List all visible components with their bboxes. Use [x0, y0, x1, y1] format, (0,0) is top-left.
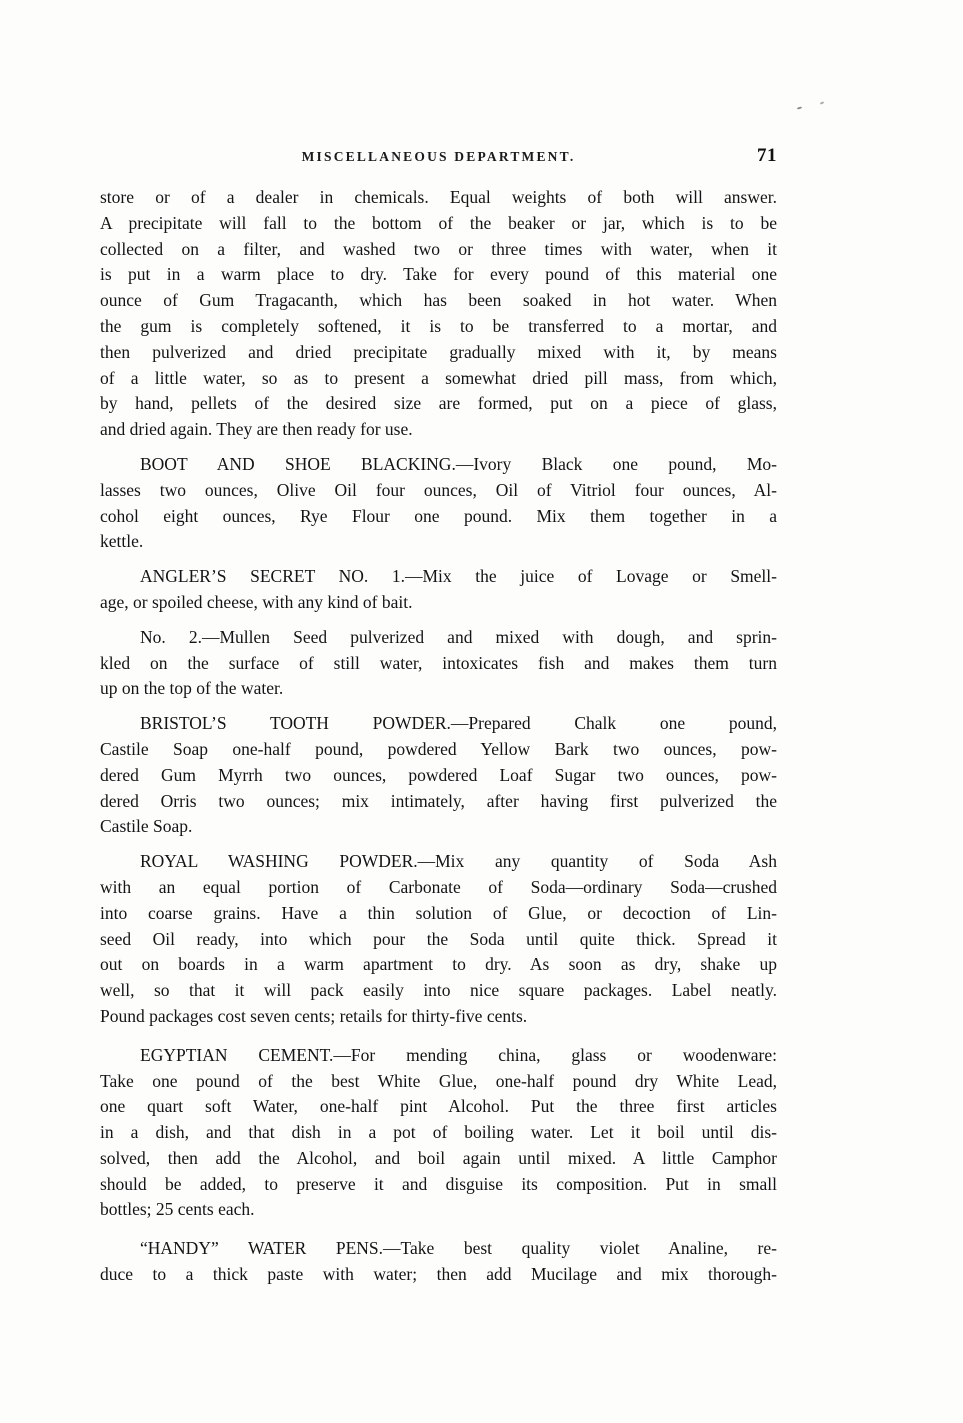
text-line: duce to a thick paste with water; then add Mucilage and mix thorough-	[100, 1264, 777, 1285]
paragraph-bristols-tooth-powder	[100, 711, 777, 840]
page-header	[100, 145, 777, 173]
text-line: dered Orris two ounces; mix intimately, after having first pulverized the	[100, 790, 777, 811]
text-line: EGYPTIAN CEMENT.—For mending china, glass or woodenware:	[140, 1044, 777, 1065]
text-line: Pound packages cost seven cents; retails for thirty-five cents.	[100, 1005, 528, 1026]
text-line: age, or spoiled cheese, with any kind of bait.	[100, 591, 413, 612]
text-line: out on boards in a warm apartment to dry. As soon as dry, shake up	[100, 954, 777, 975]
text-line: by hand, pellets of the desired size are formed, put on a piece of glass,	[100, 393, 777, 414]
page-number: 71	[757, 145, 777, 166]
text-line: kettle.	[100, 531, 144, 552]
text-line: ounce of Gum Tragacanth, which has been soaked in hot water. When	[100, 290, 777, 311]
text-line: Take one pound of the best White Glue, one-half pound dry White Lead,	[100, 1070, 777, 1091]
scan-speck	[797, 106, 802, 109]
text-line: should be added, to preserve it and disguise its composition. Put in small	[100, 1173, 777, 1194]
text-line: Castile Soap one-half pound, powdered Yellow Bark two ounces, pow-	[100, 738, 777, 759]
text-line: of a little water, so as to present a somewhat dried pill mass, from which,	[100, 367, 777, 388]
text-line: No. 2.—Mullen Seed pulverized and mixed with dough, and sprin-	[140, 626, 777, 647]
paragraph-boot-and-shoe-blacking	[100, 452, 777, 555]
paragraph-anglers-secret-no-1	[100, 564, 777, 616]
text-line: and dried again. They are then ready for use.	[100, 419, 413, 440]
text-line: one quart soft Water, one-half pint Alcohol. Put the three first articles	[100, 1096, 777, 1117]
text-line: then pulverized and dried precipitate gradually mixed with it, by means	[100, 341, 777, 362]
text-line: ROYAL WASHING POWDER.—Mix any quantity of Soda Ash	[140, 851, 777, 872]
text-line: Castile Soap.	[100, 816, 193, 837]
paragraph-egyptian-cement	[100, 1043, 777, 1224]
text-line: store or of a dealer in chemicals. Equal weights of both will answer.	[100, 187, 777, 207]
text-line: solved, then add the Alcohol, and boil again until mixed. A little Camphor	[100, 1147, 777, 1168]
paragraph-royal-washing-powder	[100, 849, 777, 1030]
paragraph-pill-mass-continuation	[100, 185, 777, 443]
text-line: ANGLER’S SECRET NO. 1.—Mix the juice of Lovage or Smell-	[140, 566, 777, 587]
text-line: is put in a warm place to dry. Take for every pound of this material one	[100, 264, 777, 285]
text-line: BRISTOL’S TOOTH POWDER.—Prepared Chalk one pound,	[140, 713, 777, 734]
text-line: kled on the surface of still water, intoxicates fish and makes them turn	[100, 652, 777, 673]
text-line: into coarse grains. Have a thin solution of Glue, or decoction of Lin-	[100, 902, 777, 923]
text-line: seed Oil ready, into which pour the Soda until quite thick. Spread it	[100, 928, 777, 949]
text-line: the gum is completely softened, it is to be transferred to a mortar, and	[100, 315, 777, 336]
text-line: lasses two ounces, Olive Oil four ounces, Oil of Vitriol four ounces, Al-	[100, 479, 777, 500]
scan-speck	[820, 101, 824, 105]
text-block	[100, 185, 777, 1288]
paragraph-handy-water-pens	[100, 1236, 777, 1288]
text-line: dered Gum Myrrh two ounces, powdered Loaf Sugar two ounces, pow-	[100, 764, 777, 785]
text-line: with an equal portion of Carbonate of Soda—ordinary Soda—crushed	[100, 876, 777, 897]
text-line: bottles; 25 cents each.	[100, 1199, 255, 1220]
paragraph-anglers-secret-no-2	[100, 625, 777, 702]
text-line: cohol eight ounces, Rye Flour one pound. Mix them together in a	[100, 505, 777, 526]
running-head: MISCELLANEOUS DEPARTMENT.	[301, 149, 576, 164]
text-line: collected on a filter, and washed two or three times with water, when it	[100, 238, 777, 259]
text-line: A precipitate will fall to the bottom of the beaker or jar, which is to be	[100, 212, 777, 233]
text-line: BOOT AND SHOE BLACKING.—Ivory Black one pound, Mo-	[140, 453, 777, 474]
text-line: “HANDY” WATER PENS.—Take best quality violet Analine, re-	[140, 1238, 777, 1259]
text-line: in a dish, and that dish in a pot of boiling water. Let it boil until dis-	[100, 1122, 777, 1143]
text-line: well, so that it will pack easily into nice square packages. Label neatly.	[100, 980, 777, 1001]
text-line: up on the top of the water.	[100, 678, 284, 699]
